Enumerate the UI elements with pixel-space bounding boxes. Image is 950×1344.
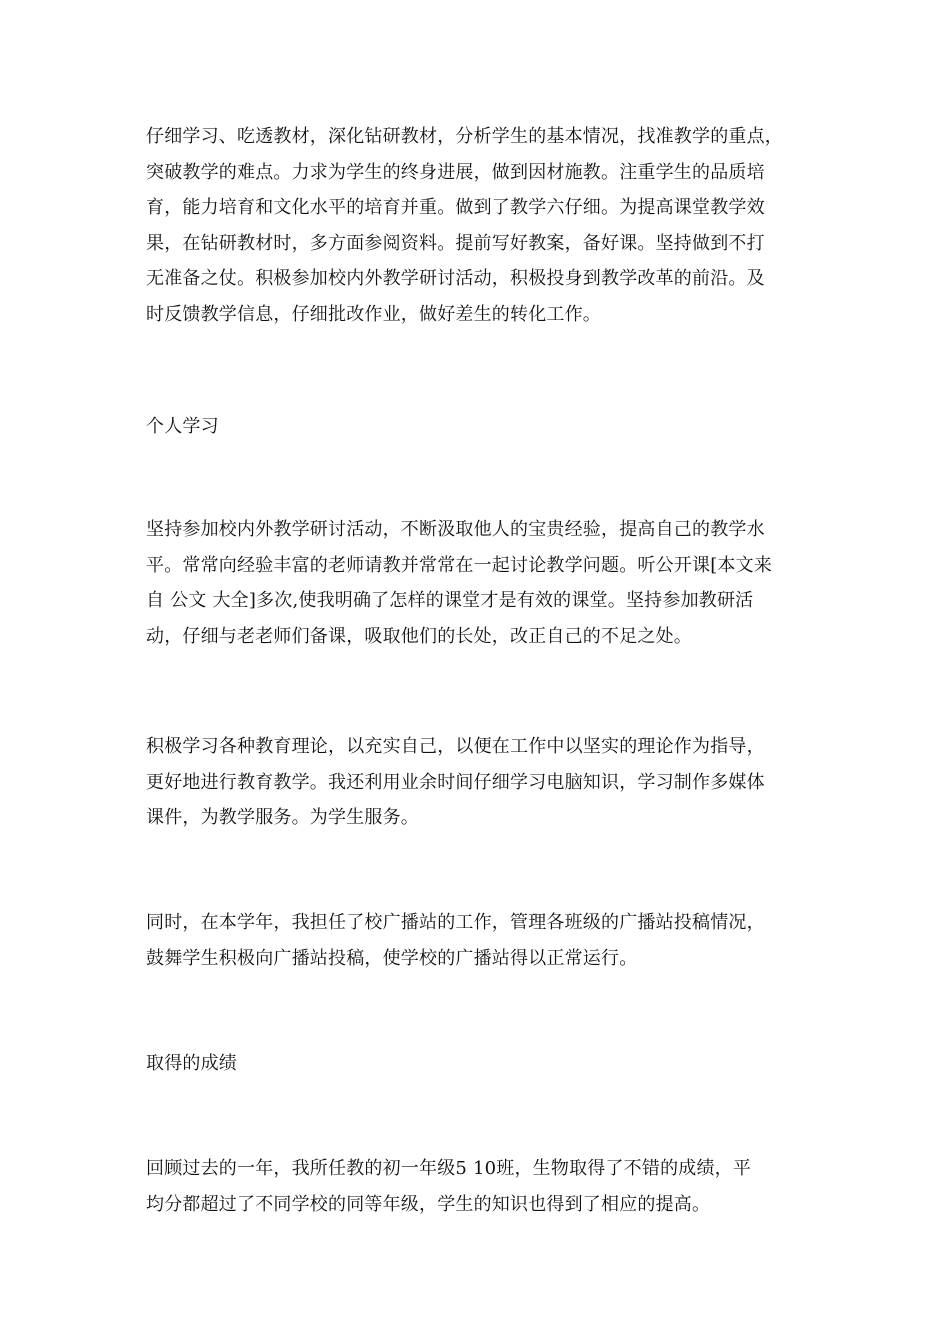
heading-text: 个人学习 bbox=[146, 416, 219, 437]
text-line: 平。常常向经验丰富的老师请教并常常在一起讨论教学问题。听公开课[本文来 bbox=[146, 554, 773, 576]
paragraph-broadcast-station bbox=[146, 905, 816, 976]
text-line: 回顾过去的一年，我所任教的初一年级5 10班，生物取得了不错的成绩，平 bbox=[146, 1158, 752, 1179]
heading-text: 取得的成绩 bbox=[146, 1053, 237, 1074]
text-line: 课件，为教学服务。为学生服务。 bbox=[146, 807, 419, 828]
section-heading-personal-study bbox=[146, 409, 816, 444]
text-line: 时反馈教学信息，仔细批改作业，做好差生的转化工作。 bbox=[146, 303, 601, 325]
text-line: 自 公文 大全]多次,使我明确了怎样的课堂才是有效的课堂。坚持参加教研活 bbox=[146, 590, 754, 611]
text-line: 育，能力培育和文化水平的培育并重。做到了教学六仔细。为提高课堂教学效 bbox=[146, 197, 765, 218]
text-line: 鼓舞学生积极向广播站投稿，使学校的广播站得以正常运行。 bbox=[146, 947, 638, 969]
paragraph-education-theory bbox=[146, 729, 816, 836]
text-line: 均分都超过了不同学校的同等年级，学生的知识也得到了相应的提高。 bbox=[146, 1193, 711, 1215]
text-line: 更好地进行教育教学。我还利用业余时间仔细学习电脑知识，学习制作多媒体 bbox=[146, 771, 765, 793]
text-line: 积极学习各种教育理论，以充实自己，以便在工作中以坚实的理论作为指导， bbox=[146, 736, 765, 757]
text-line: 仔细学习、吃透教材，深化钻研教材，分析学生的基本情况，找准教学的重点， bbox=[146, 126, 783, 147]
text-line: 突破教学的难点。力求为学生的终身进展，做到因材施教。注重学生的品质培 bbox=[146, 161, 765, 183]
text-line: 同时，在本学年，我担任了校广播站的工作，管理各班级的广播站投稿情况， bbox=[146, 912, 765, 933]
text-line: 动，仔细与老老师们备课，吸取他们的长处，改正自己的不足之处。 bbox=[146, 625, 692, 647]
paragraph-teaching-work bbox=[146, 119, 816, 332]
text-line: 果，在钻研教材时，多方面参阅资料。提前写好教案，备好课。坚持做到不打 bbox=[146, 232, 765, 254]
paragraph-results-review bbox=[146, 1151, 816, 1222]
text-line: 坚持参加校内外教学研讨活动，不断汲取他人的宝贵经验，提高自己的教学水 bbox=[146, 519, 765, 540]
section-heading-achievements bbox=[146, 1046, 816, 1081]
text-line: 无准备之仗。积极参加校内外教学研讨活动，积极投身到教学改革的前沿。及 bbox=[146, 268, 765, 289]
paragraph-research-activities bbox=[146, 512, 816, 654]
